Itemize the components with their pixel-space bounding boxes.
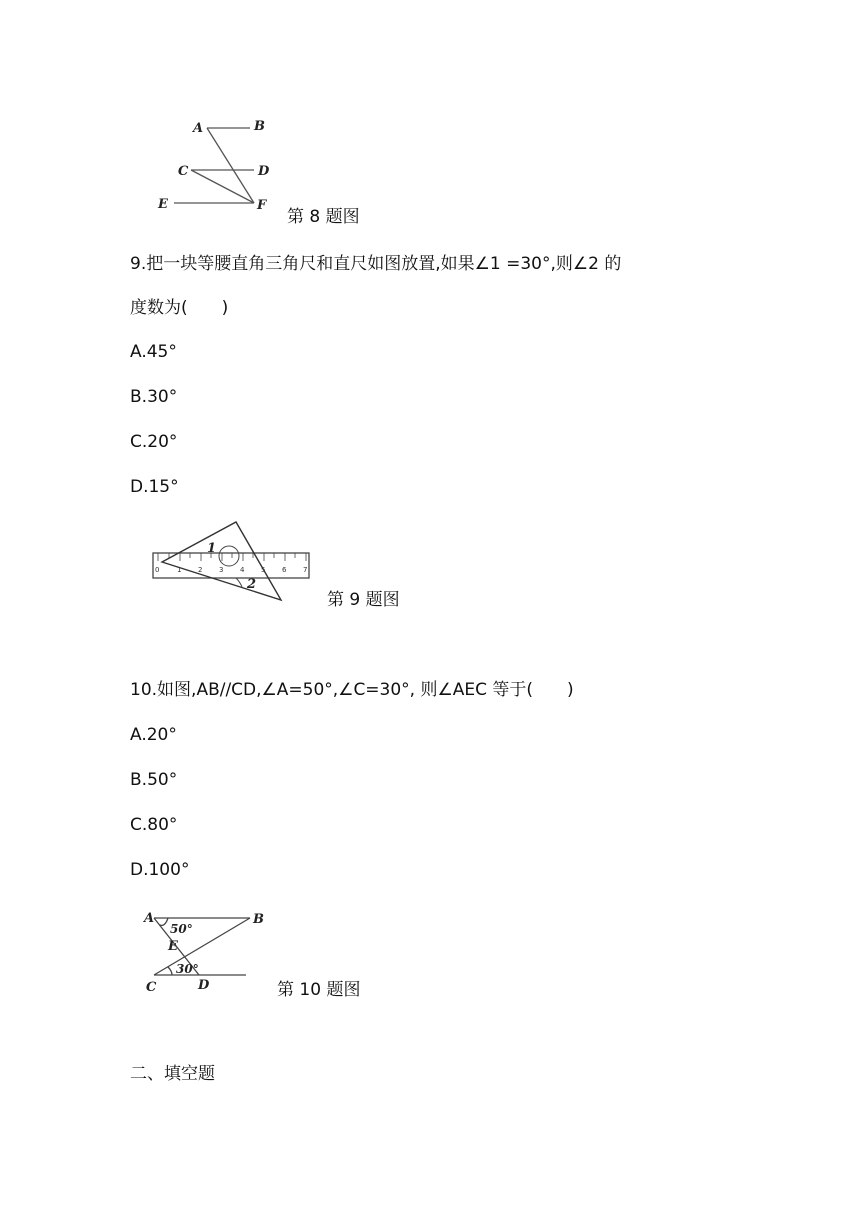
q9-option-a: A.45°: [130, 342, 177, 362]
q10-option-c: C.80°: [130, 815, 178, 835]
ruler-tick-1: 1: [177, 566, 182, 574]
fig9-angle-1: 1: [207, 541, 217, 556]
ruler-tick-7: 7: [303, 566, 308, 574]
fig10-angle-c: 30°: [176, 962, 199, 976]
ruler-tick-4: 4: [240, 566, 245, 574]
q9-option-c: C.20°: [130, 432, 178, 452]
q9-stem-line1: 9.把一块等腰直角三角尺和直尺如图放置,如果∠1 =30°,则∠2 的: [130, 254, 622, 274]
fig8-label-b: B: [254, 119, 265, 134]
ruler-tick-6: 6: [282, 566, 287, 574]
fig9-angle-2: 2: [247, 577, 257, 592]
q9-option-d: D.15°: [130, 477, 179, 497]
q9-stem-line2: 度数为( ): [130, 298, 229, 318]
q10-option-d: D.100°: [130, 860, 190, 880]
ruler-tick-5: 5: [261, 566, 266, 574]
ruler-tick-0: 0: [155, 566, 160, 574]
q9-option-b: B.30°: [130, 387, 178, 407]
fig8-label-d: D: [258, 164, 270, 179]
q10-option-a: A.20°: [130, 725, 177, 745]
fig8-label-c: C: [178, 164, 189, 179]
fig10-label-a: A: [144, 911, 155, 926]
fig10-label-e: E: [168, 939, 178, 954]
ruler-tick-3: 3: [219, 566, 224, 574]
figure-10-caption: 第 10 题图: [277, 980, 361, 1000]
fig8-label-f: F: [257, 198, 267, 213]
figure-8-caption: 第 8 题图: [287, 207, 360, 227]
figure-9-diagram: [150, 518, 320, 610]
figure-10-diagram: [140, 905, 280, 1000]
fig10-angle-a: 50°: [170, 922, 193, 936]
figure-9-caption: 第 9 题图: [327, 590, 400, 610]
fig10-label-d: D: [198, 978, 210, 993]
fig10-label-c: C: [146, 980, 157, 995]
fig8-label-a: A: [193, 121, 204, 136]
q10-stem: 10.如图,AB//CD,∠A=50°,∠C=30°, 则∠AEC 等于( ): [130, 680, 574, 700]
ruler-tick-2: 2: [198, 566, 203, 574]
fig10-label-b: B: [253, 912, 264, 927]
figure-8-diagram: [150, 115, 280, 215]
q10-option-b: B.50°: [130, 770, 178, 790]
fig8-label-e: E: [158, 197, 168, 212]
section-title: 二、填空题: [130, 1064, 215, 1084]
